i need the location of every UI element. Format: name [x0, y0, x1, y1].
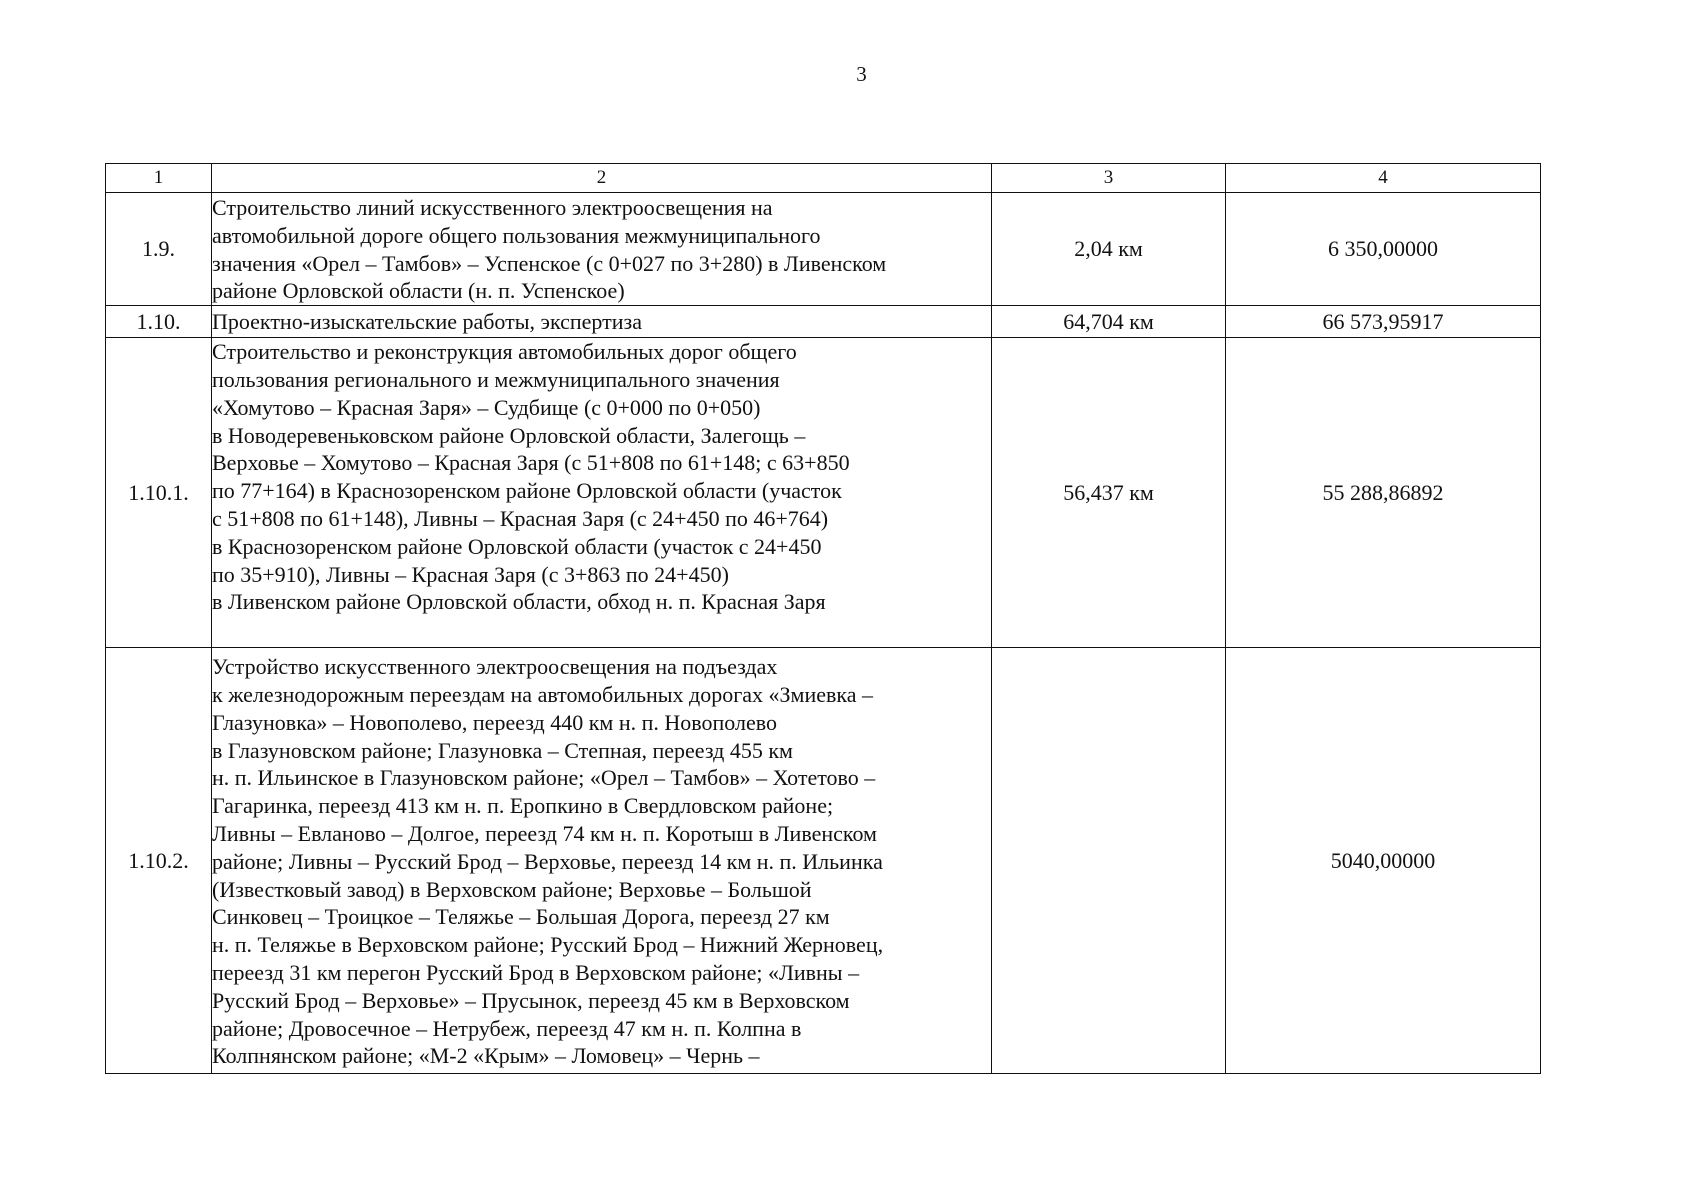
description-line: по 35+910), Ливны – Красная Заря (с 3+863 по 24+450) — [212, 561, 729, 587]
item-amount: 55 288,86892 — [1226, 338, 1541, 648]
description-line: (Известковый завод) в Верховском районе; Верховье – Большой — [212, 876, 812, 902]
item-description — [212, 338, 992, 648]
description-line: Колпнянском районе; «М-2 «Крым» – Ломовец» – Чернь – — [212, 1043, 760, 1069]
description-line: с 51+808 по 61+148), Ливны – Красная Заря (с 24+450 по 46+764) — [212, 505, 829, 531]
description-line: «Хомутово – Красная Заря» – Судбище (с 0+000 по 0+050) — [212, 394, 761, 420]
description-line: Гагаринка, переезд 413 км н. п. Еропкино в Свердловском районе; — [212, 793, 834, 819]
table-row — [106, 193, 1541, 306]
description-line: автомобильной дороге общего пользования межмуниципального — [212, 222, 821, 248]
description-line: Верховье – Хомутово – Красная Заря (с 51+808 по 61+148; с 63+850 — [212, 450, 850, 476]
description-line: н. п. Ильинское в Глазуновском районе; «Орел – Тамбов» – Хотетово – — [212, 765, 876, 791]
item-quantity: 64,704 км — [992, 306, 1226, 338]
item-amount: 6 350,00000 — [1226, 193, 1541, 306]
description-line: в Краснозоренском районе Орловской области (участок с 24+450 — [212, 533, 822, 559]
column-header-3: 3 — [992, 164, 1226, 193]
item-quantity — [992, 648, 1226, 1074]
item-description — [212, 648, 992, 1074]
item-number: 1.10.1. — [106, 338, 212, 648]
column-header-2: 2 — [212, 164, 992, 193]
description-line: Ливны – Евланово – Долгое, переезд 74 км н. п. Коротыш в Ливенском — [212, 820, 877, 846]
column-header-4: 4 — [1226, 164, 1541, 193]
description-line: Синковец – Троицкое – Теляжье – Большая Дорога, переезд 27 км — [212, 904, 830, 930]
description-line: переезд 31 км перегон Русский Брод в Верховском районе; «Ливны – — [212, 959, 860, 985]
description-line: Глазуновка» – Новополево, переезд 440 км н. п. Новополево — [212, 709, 777, 735]
description-line: Проектно-изыскательские работы, экспертиза — [212, 308, 642, 334]
item-quantity: 56,437 км — [992, 338, 1226, 648]
work-items-table — [105, 163, 1541, 1074]
description-line: в Глазуновском районе; Глазуновка – Степная, переезд 455 км — [212, 737, 793, 763]
page-number: 3 — [856, 62, 867, 86]
item-amount: 5040,00000 — [1226, 648, 1541, 1074]
description-line: к железнодорожным переездам на автомобильных дорогах «Змиевка – — [212, 681, 874, 707]
description-line: Русский Брод – Верховье» – Прусынок, переезд 45 км в Верховском — [212, 987, 850, 1013]
item-description — [212, 306, 992, 338]
table-row — [106, 306, 1541, 338]
description-line: значения «Орел – Тамбов» – Успенское (с 0+027 по 3+280) в Ливенском — [212, 250, 887, 276]
item-number: 1.10.2. — [106, 648, 212, 1074]
table-row — [106, 338, 1541, 648]
item-description — [212, 193, 992, 306]
table-header-row — [106, 164, 1541, 193]
description-line: пользования регионального и межмуниципального значения — [212, 366, 780, 392]
description-line: районе Орловской области (н. п. Успенское) — [212, 278, 625, 304]
table-row — [106, 648, 1541, 1074]
description-line: районе; Ливны – Русский Брод – Верховье, переезд 14 км н. п. Ильинка — [212, 848, 883, 874]
description-line: районе; Дровосечное – Нетрубеж, переезд 47 км н. п. Колпна в — [212, 1015, 802, 1041]
item-number: 1.10. — [106, 306, 212, 338]
description-line: Устройство искусственного электроосвещения на подъездах — [212, 654, 778, 680]
item-number: 1.9. — [106, 193, 212, 306]
description-line: по 77+164) в Краснозоренском районе Орловской области (участок — [212, 478, 842, 504]
description-line: Строительство линий искусственного электроосвещения на — [212, 195, 773, 220]
description-line: Строительство и реконструкция автомобильных дорог общего — [212, 339, 797, 365]
description-line: н. п. Теляжье в Верховском районе; Русский Брод – Нижний Жерновец, — [212, 932, 884, 958]
item-quantity: 2,04 км — [992, 193, 1226, 306]
description-line: в Ливенском районе Орловской области, обход н. п. Красная Заря — [212, 589, 826, 615]
column-header-1: 1 — [106, 164, 212, 193]
item-amount: 66 573,95917 — [1226, 306, 1541, 338]
description-line: в Новодеревеньковском районе Орловской области, Залегощь – — [212, 422, 806, 448]
